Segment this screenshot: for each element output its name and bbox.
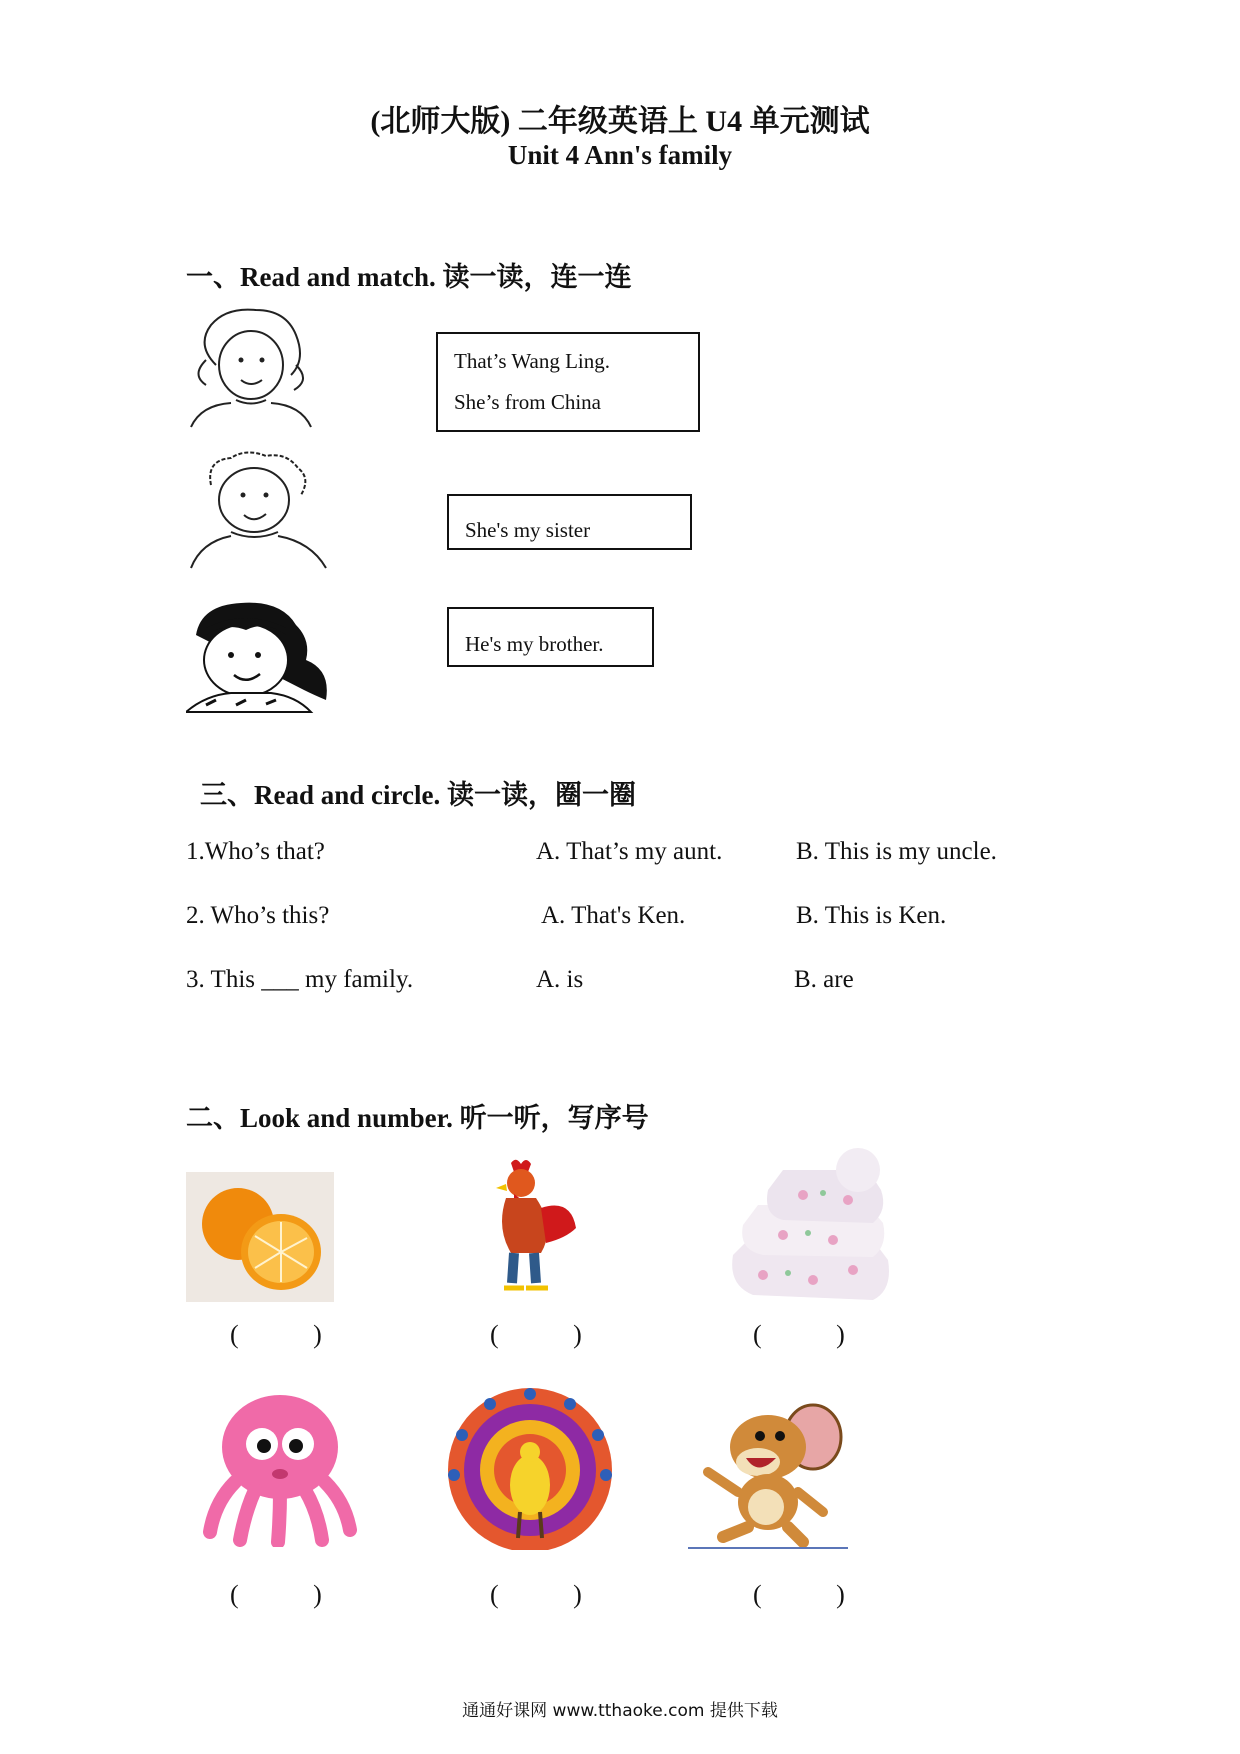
question-1: 1.Who’s that? <box>186 838 325 865</box>
girl-black-hair-drawing <box>186 600 336 715</box>
boy-curly-hair-drawing <box>186 450 331 570</box>
orange-picture <box>186 1172 334 1302</box>
question-2: 2. Who’s this? <box>186 902 330 929</box>
question-2-option-a[interactable]: A. That's Ken. <box>541 902 686 929</box>
match-box-1-line2: She’s from China <box>454 390 601 414</box>
page-subtitle: Unit 4 Ann's family <box>507 140 733 170</box>
match-box-1-line1: That’s Wang Ling. <box>454 349 610 373</box>
answer-paren-6[interactable]: ( ) <box>753 1580 879 1609</box>
answer-paren-3[interactable]: ( ) <box>753 1320 879 1349</box>
match-box-2 <box>447 494 692 550</box>
section2-heading: 二、Look and number. 听一听，写序号 <box>186 1103 649 1133</box>
footer-text: 通通好课网 www.tthaoke.com 提供下载 <box>462 1701 778 1721</box>
section1-heading: 一、Read and match. 读一读，连一连 <box>186 262 632 292</box>
answer-paren-4[interactable]: ( ) <box>230 1580 356 1609</box>
answer-paren-1[interactable]: ( ) <box>230 1320 356 1349</box>
answer-paren-2[interactable]: ( ) <box>490 1320 616 1349</box>
question-3: 3. This ___ my family. <box>186 966 414 993</box>
mouse-picture <box>688 1392 848 1550</box>
question-1-option-a[interactable]: A. That’s my aunt. <box>536 838 723 865</box>
section3-heading: 三、Read and circle. 读一读，圈一圈 <box>200 780 636 810</box>
match-box-3-text: He's my brother. <box>465 632 604 656</box>
question-3-option-b[interactable]: B. are <box>794 966 854 993</box>
match-box-2-text: She's my sister <box>465 518 591 542</box>
match-box-1 <box>436 332 700 432</box>
question-2-option-b[interactable]: B. This is Ken. <box>796 902 947 929</box>
peacock-picture <box>440 1380 620 1550</box>
question-1-option-b[interactable]: B. This is my uncle. <box>796 838 997 865</box>
rooster-picture <box>476 1158 581 1298</box>
question-3-option-a[interactable]: A. is <box>536 966 584 993</box>
page-title: (北师大版) 二年级英语上 U4 单元测试 <box>370 105 870 138</box>
octopus-picture <box>200 1392 360 1547</box>
answer-paren-5[interactable]: ( ) <box>490 1580 616 1609</box>
match-box-3 <box>447 607 654 667</box>
quilt-picture <box>723 1145 898 1305</box>
girl-drawing <box>186 305 316 430</box>
